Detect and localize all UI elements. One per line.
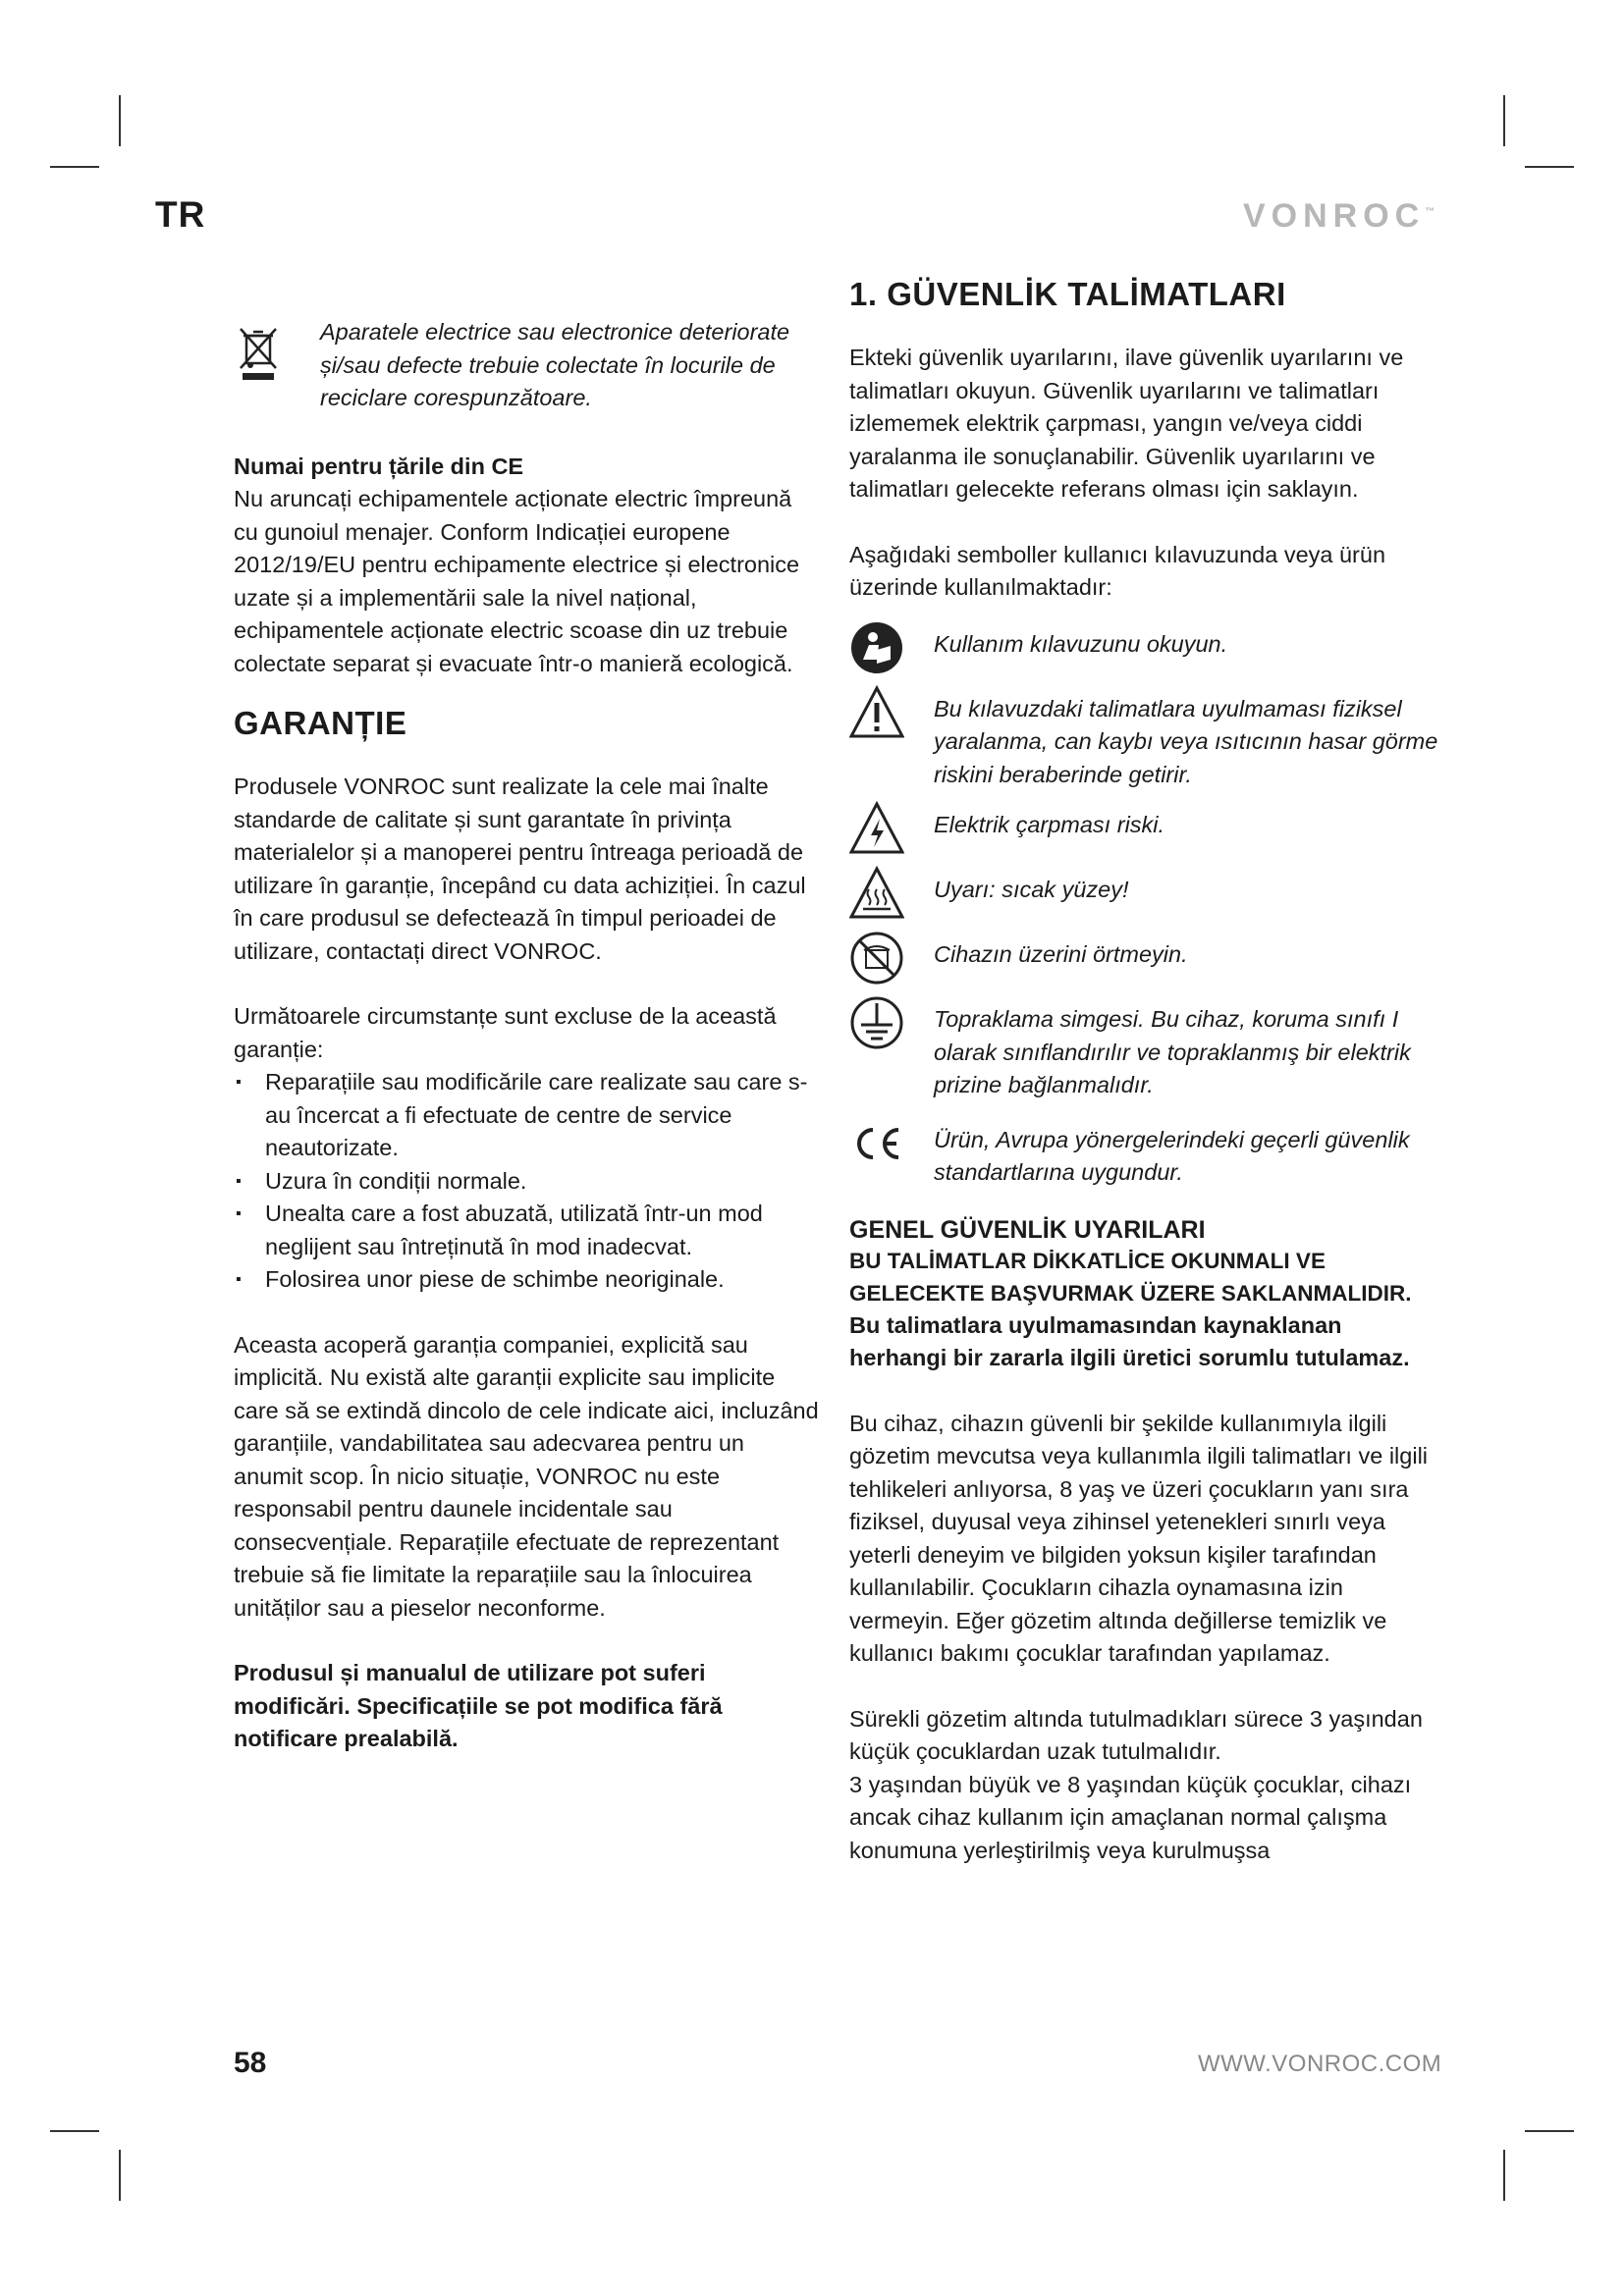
symbol-row [849,931,1438,986]
symbol-row [849,1116,1438,1190]
brand-logo: VONROC™ [1243,197,1435,235]
footer-url: WWW.VONROC.COM [1198,2051,1442,2077]
crop-mark [1525,2130,1574,2132]
symbol-text: Topraklama simgesi. Bu cihaz, koruma sınıfı I olarak sınıflandırılır ve topraklanmış bir elektrik prizine bağlanmalıdır. [934,1006,1411,1097]
crop-mark [1525,166,1574,168]
modification-notice: Produsul și manualul de utilizare pot suferi modificări. Specificațiile se pot modifica fără notificare prealabilă. [234,1660,723,1751]
weee-notice [234,316,819,415]
symbol-text: Elektrik çarpması riski. [934,812,1165,837]
list-item: ▪ Uzura în condiții normale. [234,1165,819,1199]
ce-mark-icon [849,1116,904,1171]
general-warnings-liability: Bu talimatlara uyulmamasından kaynaklanan herhangi bir zararla ilgili üretici sorumlu tutulamaz. [849,1311,1410,1370]
electric-shock-icon [849,801,904,856]
right-column [849,275,1438,1867]
general-warnings-heading: GENEL GÜVENLİK UYARILARI [849,1215,1206,1244]
symbol-text: Ürün, Avrupa yönergelerindeki geçerli güvenlik standartlarına uygundur. [934,1126,1410,1185]
warranty-title: GARANȚIE [234,705,407,741]
list-item: ▪ Unealta care a fost abuzată, utilizată într-un mod neglijent sau întreținută în mod inadecvat. [234,1198,819,1263]
children-usage-paragraph: Bu cihaz, cihazın güvenli bir şekilde kullanımıyla ilgili gözetim mevcutsa veya kullanımla ilgili talimatları ve ilgili tehlikeleri anlıyorsa, 8 yaş ve üzeri çocukların yanı sıra fiziksel, duyusal veya zihinsel yetenekleri sınırlı veya yeterli deneyim ve bilgiden yoksun kişiler tarafından kullanılabilir. Çocukların cihazla oynamasına izin vermeyin. Eğer gözetim altında değillerse temizlik ve kullanıcı bakımı çocuklar tarafından yapılamaz. [849,1410,1429,1666]
crop-mark [119,95,121,146]
children-age-continued: 3 yaşından büyük ve 8 yaşından küçük çocuklar, cihazı ancak cihaz kullanım için amaçlanan normal çalışma konumuna yerleştirilmiş veya kurulmuşsa [849,1771,1412,1863]
crop-mark [50,2130,99,2132]
general-warnings-caps: BU TALİMATLAR DİKKATLİCE OKUNMALI VE GELECEKTE BAŞVURMAK ÜZERE SAKLANMALIDIR. [849,1248,1412,1306]
list-item: ▪ Folosirea unor piese de schimbe neoriginale. [234,1263,819,1297]
warning-icon [849,685,904,740]
symbols-intro: Aşağıdaki semboller kullanıcı kılavuzunda veya ürün üzerinde kullanılmaktadır: [849,541,1386,600]
ce-text: Nu aruncați echipamentele acționate electric împreună cu gunoiul menajer. Conform Indicației europene 2012/19/EU pentru echipamente electrice și electronice uzate și a implementării sale la nivel național, echipamentele acționate electric scoase din uz trebuie colectate separat și evacuate într-o manieră ecologică. [234,486,800,676]
hot-surface-icon [849,866,904,921]
symbol-row [849,995,1438,1102]
left-column [234,316,819,1756]
symbol-text: Kullanım kılavuzunu okuyun. [934,630,1228,657]
symbol-row [849,685,1438,792]
exclusions-intro: Următoarele circumstanțe sunt excluse de la această garanție: [234,1003,777,1062]
symbol-row [849,866,1438,921]
brand-name: VONROC [1243,197,1426,235]
children-age-paragraph: Sürekli gözetim altında tutulmadıkları sürece 3 yaşından küçük çocuklardan uzak tutulmalıdır. [849,1705,1423,1764]
page-number: 58 [234,2047,267,2079]
warranty-coverage-paragraph: Aceasta acoperă garanția companiei, explicită sau implicită. Nu există alte garanții explicite sau implicite care să se extindă dincolo de cele indicate aici, incluzând garanțiile, vandabilitatea sau adecvarea pentru un anumit scop. În nicio situație, VONROC nu este responsabil pentru daunele incidentale sau consecvențiale. Reparațiile efectuate de reprezentant trebuie să fie limitate la reparațiile sau la înlocuirea unităților sau a pieselor neconforme. [234,1331,819,1621]
list-item: ▪ Reparațiile sau modificările care realizate sau care s-au încercat a fi efectuate de centre de service neautorizate. [234,1066,819,1165]
section-title: 1. GÜVENLİK TALİMATLARI [849,276,1286,312]
read-manual-icon [849,620,904,675]
crop-mark [1503,2150,1505,2201]
weee-text: Aparatele electrice sau electronice deteriorate și/sau defecte trebuie colectate în locurile de reciclare corespunzătoare. [320,319,790,410]
symbol-text: Bu kılavuzdaki talimatlara uyulmaması fiziksel yaralanma, can kaybı veya ısıtıcının hasar görme riskini beraberinde getirir. [934,695,1438,787]
crop-mark [50,166,99,168]
safety-intro: Ekteki güvenlik uyarılarını, ilave güvenlik uyarılarını ve talimatları okuyun. Güvenlik uyarılarını ve talimatları izlememek elektrik çarpması, yangın ve/veya ciddi yaralanma ile sonuçlanabilir. Güvenlik uyarılarını ve talimatları gelecekte referans olması için saklayın. [849,345,1404,502]
symbol-row [849,801,1438,856]
do-not-cover-icon [849,931,904,986]
crop-mark [1503,95,1505,146]
language-code: TR [155,194,206,235]
ce-heading: Numai pentru țările din CE [234,453,524,479]
exclusions-list [234,1066,819,1297]
warranty-paragraph: Produsele VONROC sunt realizate la cele mai înalte standarde de calitate și sunt garantate în privința materialelor și a manoperei pentru întreaga perioadă de utilizare în garanție, începând cu data achiziției. În cazul în care produsul se defectează în timpul perioadei de utilizare, contactați direct VONROC. [234,774,806,964]
symbol-text: Cihazın üzerini örtmeyin. [934,941,1188,967]
earth-ground-icon [849,995,904,1050]
symbol-row [849,620,1438,675]
weee-bin-icon [239,326,278,381]
crop-mark [119,2150,121,2201]
symbol-text: Uyarı: sıcak yüzey! [934,877,1129,902]
